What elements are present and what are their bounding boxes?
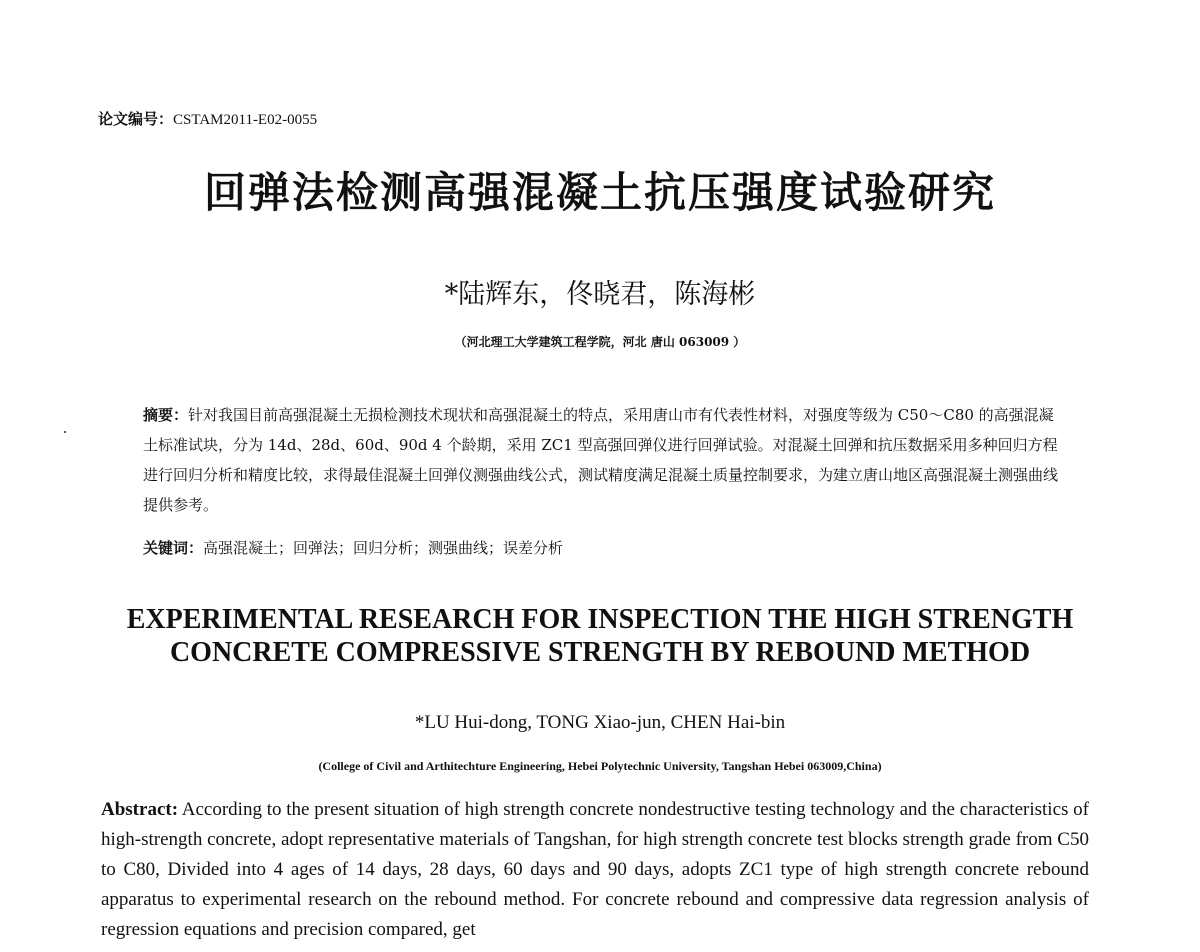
en-abstract-text: According to the present situation of high strength concrete nondestructive testing technology and the characteristics of high-strength concrete, adopt representative materials of Tangshan, for high strength concrete test blocks strength grade from C50 to C80, Divided into 4 ages of 14 days, 28 days, 60 days and 90 days, adopts ZC1 type of high strength concrete rebound apparatus to experimental research on the rebound method. For concrete rebound and compressive data regression analysis of regression equations and precision compared, get [101, 799, 1090, 940]
cn-keywords [143, 537, 1058, 558]
en-title [0, 603, 1200, 669]
cn-keywords-text: 高强混凝土；回弹法；回归分析；测强曲线；误差分析 [203, 539, 564, 557]
cn-title: 回弹法检测高强混凝土抗压强度试验研究 [203, 168, 996, 217]
en-title-line-1: EXPERIMENTAL RESEARCH FOR INSPECTION THE HIGH STRENGTH [126, 604, 1074, 635]
cn-authors: *陆辉东，佟晓君，陈海彬 [444, 279, 756, 310]
en-affiliation: (College of Civil and Arthitechture Engineering, Hebei Polytechnic University, Tangshan Hebei 063009,China) [318, 759, 882, 773]
paper-id-label: 论文编号： [98, 110, 174, 128]
paper-id-value: CSTAM2011-E02-0055 [173, 112, 318, 128]
cn-keywords-label: 关键词： [143, 539, 204, 557]
cn-abstract-label: 摘要： [143, 406, 189, 424]
paper-id [98, 108, 317, 129]
en-title-line-2: CONCRETE COMPRESSIVE STRENGTH BY REBOUND METHOD [169, 637, 1031, 668]
cn-affiliation: （河北理工大学建筑工程学院，河北 唐山 063009 ） [454, 335, 746, 349]
cn-abstract [143, 400, 1058, 520]
en-abstract-label: Abstract: [101, 799, 179, 820]
scan-speck [64, 431, 66, 433]
en-authors: *LU Hui-dong, TONG Xiao-jun, CHEN Hai-bin [414, 712, 786, 733]
en-abstract [101, 795, 1089, 945]
cn-abstract-text: 针对我国目前高强混凝土无损检测技术现状和高强混凝土的特点，采用唐山市有代表性材料，对强度等级为 C50～C80 的高强混凝土标准试块，分为 14d、28d、60d、90d 4 个龄期，采用 ZC1 型高强回弹仪进行回弹试验。对混凝土回弹和抗压数据采用多种回归方程进行回归分析和精度比较，求得最佳混凝土回弹仪测强曲线公式，测试精度满足混凝土质量控制要求，为建立唐山地区高强混凝土测强曲线提供参考。 [143, 406, 1059, 514]
